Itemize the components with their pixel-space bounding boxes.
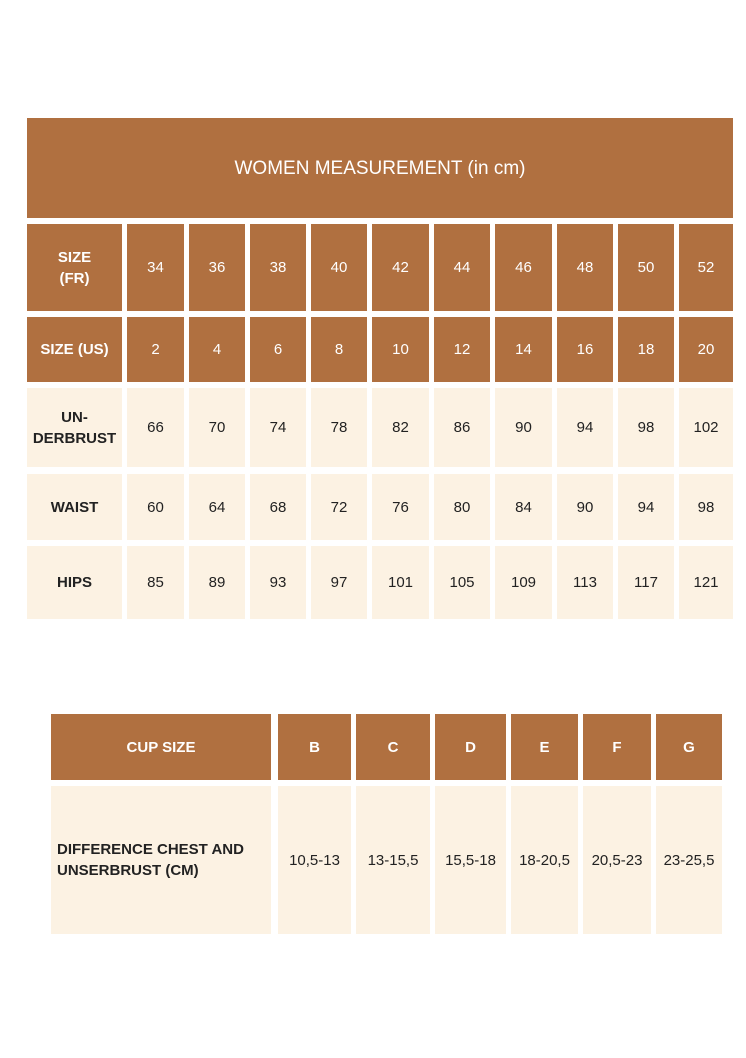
cell-underbrust: 94 [557,388,613,467]
cell-hips: 109 [495,546,552,619]
cell-underbrust: 66 [127,388,184,467]
cell-size-fr: 44 [434,224,490,311]
cell-size-fr: 48 [557,224,613,311]
cell-size-fr: 36 [189,224,245,311]
cell-hips: 105 [434,546,490,619]
cell-size-us: 12 [434,317,490,382]
cell-underbrust: 98 [618,388,674,467]
row-label-hips: HIPS [27,546,122,619]
cell-size-us: 4 [189,317,245,382]
cell-waist: 68 [250,474,306,540]
row-label-size-us: SIZE (US) [27,317,122,382]
cell-size-us: 6 [250,317,306,382]
cell-size-fr: 46 [495,224,552,311]
cell-size-us: 10 [372,317,429,382]
row-label-underbrust: UN- DERBRUST [27,388,122,467]
cup-header-cell: D [435,714,506,780]
cell-size-us: 14 [495,317,552,382]
cell-waist: 64 [189,474,245,540]
cup-difference-cell: 18-20,5 [511,786,578,934]
cell-waist: 84 [495,474,552,540]
cell-hips: 93 [250,546,306,619]
cell-underbrust: 90 [495,388,552,467]
cell-underbrust: 74 [250,388,306,467]
cell-size-us: 8 [311,317,367,382]
cup-difference-cell: 15,5-18 [435,786,506,934]
cell-size-us: 16 [557,317,613,382]
cell-size-fr: 38 [250,224,306,311]
cup-difference-cell: 20,5-23 [583,786,651,934]
cell-size-fr: 50 [618,224,674,311]
cell-waist: 76 [372,474,429,540]
cell-waist: 60 [127,474,184,540]
cell-underbrust: 86 [434,388,490,467]
cup-size-header-label: CUP SIZE [51,714,271,780]
cell-size-fr: 52 [679,224,733,311]
cup-difference-cell: 13-15,5 [356,786,430,934]
cell-hips: 85 [127,546,184,619]
cell-size-fr: 42 [372,224,429,311]
cell-hips: 117 [618,546,674,619]
cell-waist: 72 [311,474,367,540]
cell-underbrust: 70 [189,388,245,467]
cell-size-us: 2 [127,317,184,382]
cell-underbrust: 82 [372,388,429,467]
cell-size-fr: 34 [127,224,184,311]
cell-underbrust: 102 [679,388,733,467]
cell-waist: 98 [679,474,733,540]
cup-header-cell: C [356,714,430,780]
measurement-table-title: WOMEN MEASUREMENT (in cm) [27,118,733,218]
cup-difference-cell: 10,5-13 [278,786,351,934]
cup-difference-label: DIFFERENCE CHEST AND UNSERBRUST (CM) [51,786,271,934]
cup-header-cell: E [511,714,578,780]
cell-hips: 89 [189,546,245,619]
cup-difference-cell: 23-25,5 [656,786,722,934]
cell-hips: 101 [372,546,429,619]
row-label-waist: WAIST [27,474,122,540]
cell-size-us: 18 [618,317,674,382]
cell-underbrust: 78 [311,388,367,467]
cell-waist: 94 [618,474,674,540]
cell-size-fr: 40 [311,224,367,311]
cell-hips: 113 [557,546,613,619]
cup-header-cell: F [583,714,651,780]
cell-hips: 97 [311,546,367,619]
cup-header-cell: B [278,714,351,780]
row-label-size-fr: SIZE (FR) [27,224,122,311]
cell-waist: 80 [434,474,490,540]
cell-size-us: 20 [679,317,733,382]
cup-header-cell: G [656,714,722,780]
cell-waist: 90 [557,474,613,540]
cell-hips: 121 [679,546,733,619]
